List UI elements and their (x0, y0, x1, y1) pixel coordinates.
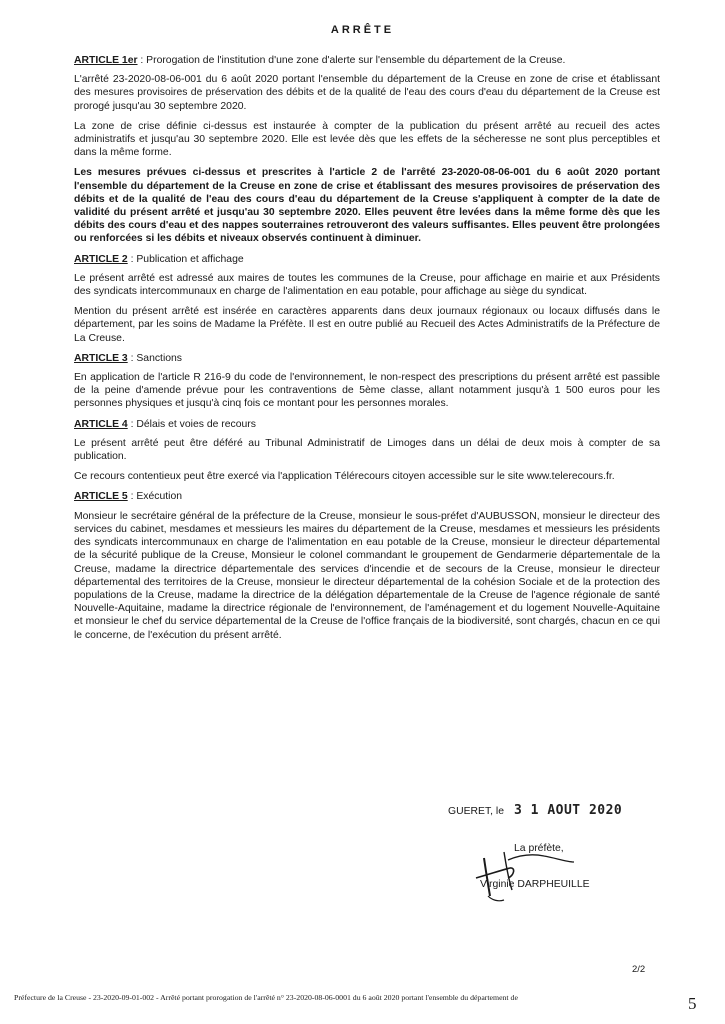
page-ratio: 2/2 (632, 964, 646, 975)
article-5-label: ARTICLE 5 (74, 491, 128, 503)
article-5-heading (74, 490, 660, 503)
date-stamp: 3 1 AOUT 2020 (514, 803, 623, 818)
article-3-title: : Sanctions (130, 352, 182, 364)
page-number: 5 (688, 994, 697, 1013)
document-body (74, 54, 660, 649)
signature-block (448, 803, 678, 890)
article-4-paragraph-1: Le présent arrêté peut être déféré au Tribunal Administratif de Limoges dans un délai de deux mois à compter de sa publication. (74, 437, 660, 463)
article-3-heading (74, 352, 660, 365)
footer-line: Préfecture de la Creuse - 23-2020-09-01-002 - Arrêté portant prorogation de l'arrêté n° 23-2020-08-06-0001 du 6 août 2020 portant l'ensemble du département de (14, 993, 518, 1002)
article-4-label: ARTICLE 4 (74, 418, 128, 430)
article-2-paragraph-1: Le présent arrêté est adressé aux maires de toutes les communes de la Creuse, pour affichage en mairie et aux Présidents des syndicats intercommunaux en charge de l'alimentation en eau potable, pour affichage au siège du syndicat. (74, 272, 660, 298)
article-1-title: : Prorogation de l'institution d'une zone d'alerte sur l'ensemble du département de la Creuse. (140, 55, 566, 66)
signature-place: GUERET, le (448, 806, 505, 817)
article-5-paragraph-1: Monsieur le secrétaire général de la préfecture de la Creuse, monsieur le sous-préfet d'AUBUSSON, monsieur le directeur des services du cabinet, mesdames et messieurs les maires du département de la Creuse, mesdames et messieurs les présidents des syndicats intercommunaux en charge de l'alimentation en eau potable de la Creuse, monsieur le directeur départemental de la sécurité publique de la Creuse, Monsieur le colonel commandant le groupement de Gendarmerie départementale de la Creuse, madame la directrice départementale des services d'incendie et de secours de la Creuse, monsieur le directeur départemental des territoires de la Creuse, monsieur le directeur départemental de la cohésion Sociale et de la protection des populations de la Creuse, madame la directrice de la délégation départementale de la Creuse de l'agence régionale de santé Nouvelle-Aquitaine, madame la directrice régionale de l'environnement, de l'aménagement et du logement Nouvelle-Aquitaine et monsieur le chef du service départemental de la Creuse de l'office français de la biodiversité, sont chargés, chacun en ce qui le concerne, de l'exécution du présent arrêté. (74, 510, 660, 641)
article-2-label: ARTICLE 2 (74, 253, 128, 265)
handwritten-signature (470, 838, 580, 908)
footer (14, 993, 664, 1003)
article-1-label: ARTICLE 1er (74, 55, 138, 66)
article-1-paragraph-3: Les mesures prévues ci-dessus et prescrites à l'article 2 de l'arrêté 23-2020-08-06-001 du 6 août 2020 portant l'ensemble du département de la Creuse en zone de crise et établissant des mesures provisoires de préservation des débits et de la qualité de l'eau des cours d'eau du département de la Creuse s'appliquent à compter de la date de validité du présent arrêté et jusqu'au 30 septembre 2020. Elles peuvent être levées dans la même forme dès que les débits des cours d'eau et des nappes souterraines retrouveront des valeurs suffisantes. Elles peuvent être prolongées ou renforcées si les débits et niveaux observés continuent à diminuer. (74, 167, 660, 245)
article-2-title: : Publication et affichage (130, 253, 244, 265)
article-2-paragraph-2: Mention du présent arrêté est insérée en caractères apparents dans deux journaux régionaux ou locaux diffusés dans le département, par les soins de Madame la Préfète. Il est en outre publié au Recueil des Actes Administratifs de la Préfecture de La Creuse. (74, 306, 660, 344)
signature-title: La préfète, (514, 843, 564, 854)
article-4-paragraph-2: Ce recours contentieux peut être exercé via l'application Télérecours citoyen accessible sur le site www.telerecours.fr. (74, 471, 615, 483)
article-1-paragraph-2: La zone de crise définie ci-dessus est instaurée à compter de la publication du présent arrêté au recueil des actes administratifs et jusqu'au 30 septembre 2020. Elle est levée dès que les effets de la sécheresse ne sont plus perceptibles et dans la même forme. (74, 120, 660, 159)
article-3-paragraph-1: En application de l'article R 216-9 du code de l'environnement, le non-respect des prescriptions du présent arrêté est passible de la peine d'amende prévue pour les contraventions de 5ème classe, allant notamment jusqu'à 1 500 euros pour les personnes physiques et jusqu'à cinq fois ce montant pour les personnes morales. (74, 372, 660, 410)
document-title: ARRÊTE (330, 24, 395, 36)
article-2-heading (74, 253, 660, 266)
article-3-label: ARTICLE 3 (74, 352, 128, 364)
signature-date-line (448, 804, 678, 818)
article-4-heading (74, 418, 660, 431)
article-4-title: : Délais et voies de recours (130, 418, 256, 430)
article-1-heading (74, 54, 660, 67)
article-5-title: : Exécution (130, 491, 182, 503)
article-1-paragraph-1: L'arrêté 23-2020-08-06-001 du 6 août 2020 portant l'ensemble du département de la Creuse en zone de crise et établissant des mesures provisoires de préservation des débits et de la qualité de l'eau des cours d'eau du département de la Creuse est prorogé jusqu'au 30 septembre 2020. (74, 74, 660, 112)
signature-name: Virginie DARPHEUILLE (480, 879, 590, 890)
